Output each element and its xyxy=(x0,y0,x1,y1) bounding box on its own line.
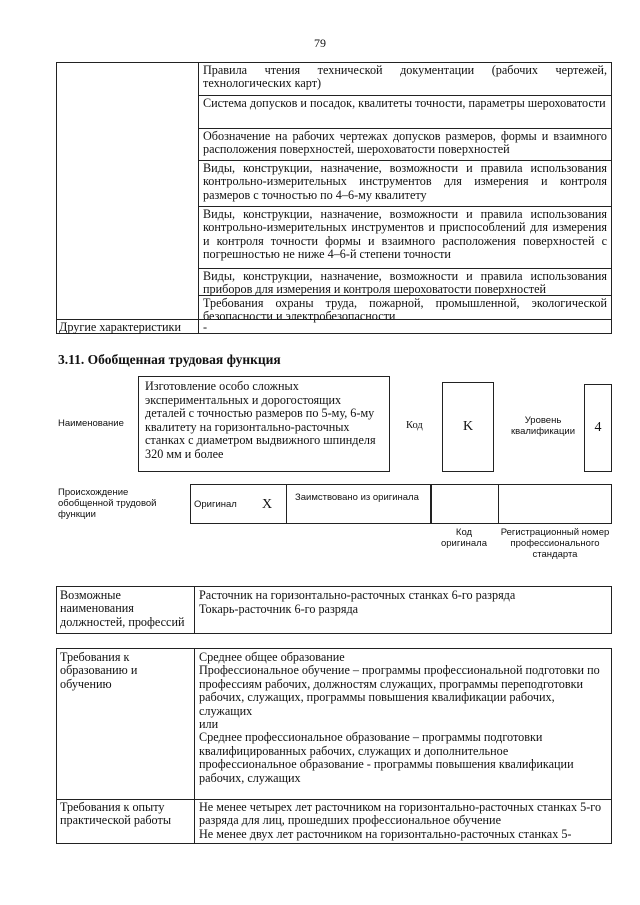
education-label: Требования к образованию и обучению xyxy=(60,650,138,691)
code-box: K xyxy=(442,382,494,472)
section-heading: 3.11. Обобщенная трудовая функция xyxy=(58,352,281,367)
name-label: Наименование xyxy=(58,418,124,429)
position-item: Токарь-расточник 6-го разряда xyxy=(199,602,359,616)
qualification-level-label: Уровень квалификации xyxy=(510,415,576,437)
positions-table xyxy=(56,586,612,634)
other-characteristics-value: - xyxy=(203,320,208,334)
table-row: Правила чтения технической документации (рабочих чертежей, технологических карт) xyxy=(199,63,611,96)
borrowed-label: Заимствовано из оригинала xyxy=(295,492,419,503)
original-label: Оригинал xyxy=(194,499,237,510)
origin-cell xyxy=(430,485,499,523)
origin-cell xyxy=(286,485,431,523)
table-row: Виды, конструкции, назначение, возможности и правила использования приборов для измерения и контроля шероховатости поверхностей xyxy=(199,269,611,296)
table-row: Обозначение на рабочих чертежах допусков размеров, формы и взаимного расположения поверхностей, шероховатости поверхностей xyxy=(199,129,611,161)
column-divider xyxy=(194,649,195,843)
education-value: Среднее общее образование Профессиональное обучение – программы профессиональной подготовки по профессиям рабочих, должностям служащих, программы переподготовки рабочих, служащих, программы повышения квалификации рабочих, служащих или Среднее профессиональное образование – программы подготовки квалифицированных рабочих, служащих и дополнительное профессиональное образование - программы повышения квалификации рабочих, служащих xyxy=(199,650,600,785)
origin-table xyxy=(190,484,612,524)
requirements-table xyxy=(56,648,612,844)
knowledge-rows xyxy=(199,63,611,324)
position-item: Расточник на горизонтально-расточных станках 6-го разряда xyxy=(199,588,516,602)
qualification-level-box: 4 xyxy=(584,384,612,472)
knowledge-table xyxy=(56,62,612,334)
experience-value: Не менее четырех лет расточником на горизонтально-расточных станках 5-го разряда для лиц, прошедших профессиональное обучение Не менее двух лет расточником на горизонтально-расточных станках 5- xyxy=(199,800,602,841)
registration-number-label: Регистрационный номер профессионального стандарта xyxy=(500,527,610,560)
table-row: Система допусков и посадок, квалитеты точности, параметры шероховатости xyxy=(199,96,611,129)
positions-label: Возможные наименования должностей, профессий xyxy=(60,588,185,629)
table-row: Виды, конструкции, назначение, возможности и правила использования контрольно-измерительных инструментов и приспособлений для измерения и контроля точности формы и взаимного расположения поверхностей с погрешностью не ниже 4–6-й степени точности xyxy=(199,207,611,269)
code-label: Код xyxy=(406,420,423,431)
column-divider xyxy=(194,587,195,633)
table-row: Требования охраны труда, пожарной, промышленной, экологической безопасности и электробезопасности xyxy=(203,296,607,324)
experience-label: Требования к опыту практической работы xyxy=(60,800,172,828)
original-mark: X xyxy=(262,497,273,512)
page-number: 79 xyxy=(314,36,326,50)
origin-label: Происхождение обобщенной трудовой функции xyxy=(58,487,157,520)
table-row: Виды, конструкции, назначение, возможности и правила использования контрольно-измерительных инструментов для измерения и контроля размеров с точностью по 4–6-му квалитету xyxy=(199,161,611,207)
code-of-original-label: Код оригинала xyxy=(440,527,487,549)
other-characteristics-label: Другие характеристики xyxy=(59,320,181,334)
function-name-box: Изготовление особо сложных экспериментальных и дорогостоящих деталей с точностью размеров по 5-му, 6-му квалитету на горизонтально-расточных станках с диаметром выдвижного шпинделя 320 мм и более xyxy=(138,376,390,472)
